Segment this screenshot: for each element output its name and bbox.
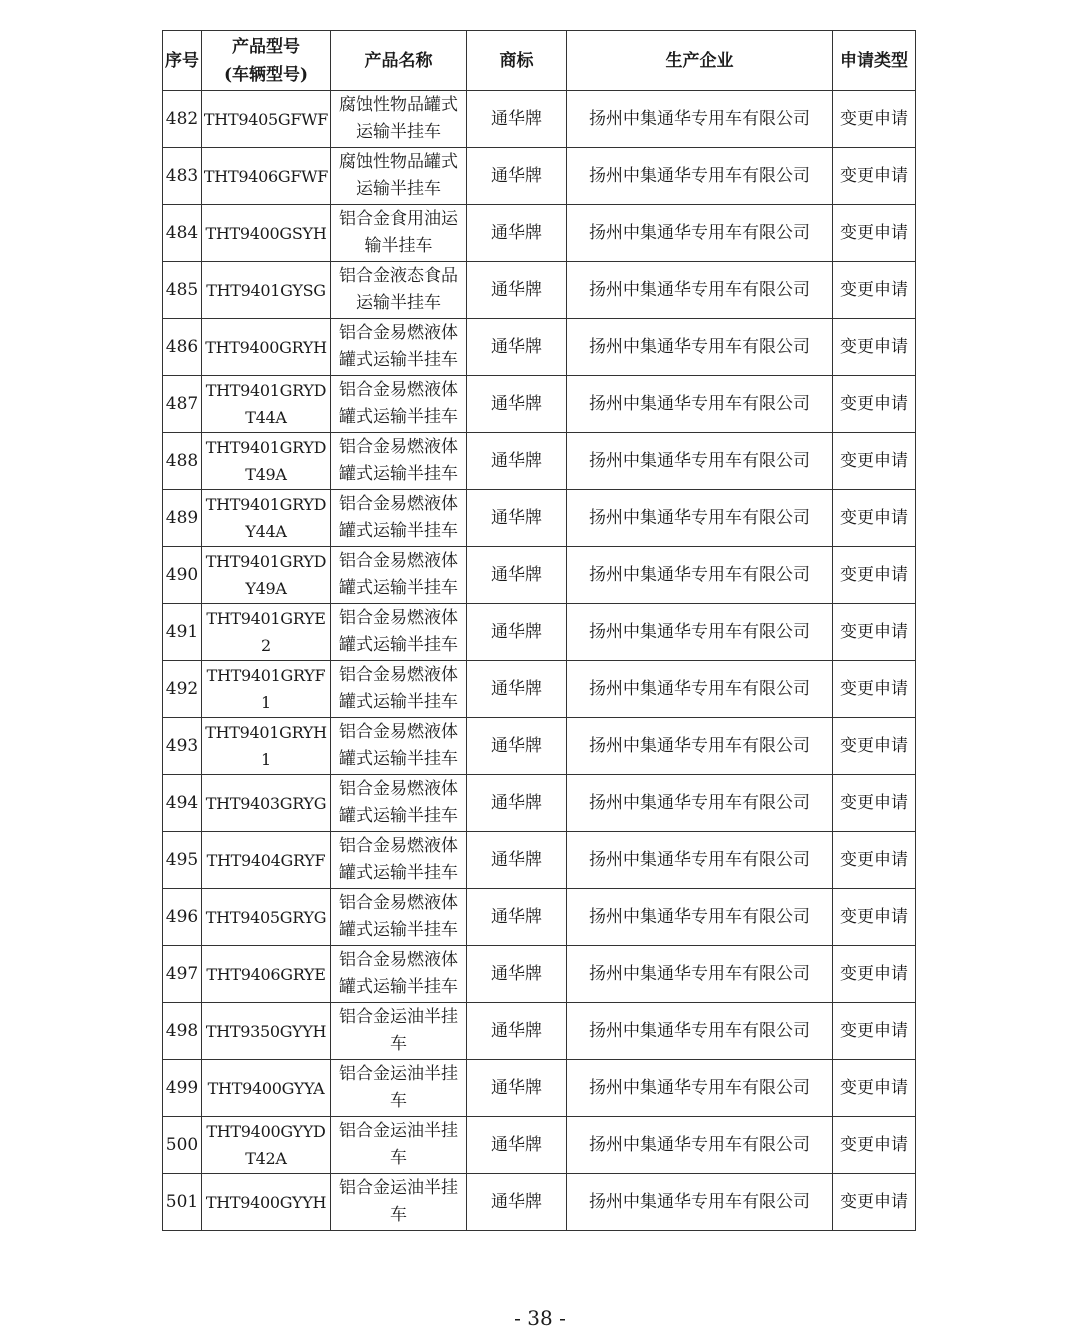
table-row bbox=[163, 1060, 916, 1117]
cell-model: THT9401GRYDY49A bbox=[202, 547, 331, 604]
cell-application-type: 变更申请 bbox=[833, 661, 916, 718]
cell-seq: 486 bbox=[163, 319, 202, 376]
cell-seq: 500 bbox=[163, 1117, 202, 1174]
cell-model: THT9400GYYH bbox=[202, 1174, 331, 1231]
cell-brand: 通华牌 bbox=[467, 1003, 567, 1060]
cell-model: THT9401GYSG bbox=[202, 262, 331, 319]
table-row bbox=[163, 262, 916, 319]
cell-brand: 通华牌 bbox=[467, 148, 567, 205]
cell-brand: 通华牌 bbox=[467, 1174, 567, 1231]
cell-product-name: 铝合金易燃液体罐式运输半挂车 bbox=[331, 490, 467, 547]
cell-company: 扬州中集通华专用车有限公司 bbox=[567, 433, 833, 490]
cell-application-type: 变更申请 bbox=[833, 262, 916, 319]
table-row bbox=[163, 718, 916, 775]
cell-model: THT9406GFWF bbox=[202, 148, 331, 205]
cell-company: 扬州中集通华专用车有限公司 bbox=[567, 946, 833, 1003]
cell-application-type: 变更申请 bbox=[833, 604, 916, 661]
cell-brand: 通华牌 bbox=[467, 1060, 567, 1117]
cell-seq: 485 bbox=[163, 262, 202, 319]
table-header-row bbox=[163, 31, 916, 91]
cell-product-name: 腐蚀性物品罐式运输半挂车 bbox=[331, 91, 467, 148]
cell-product-name: 腐蚀性物品罐式运输半挂车 bbox=[331, 148, 467, 205]
cell-model: THT9400GYYDT42A bbox=[202, 1117, 331, 1174]
cell-product-name: 铝合金易燃液体罐式运输半挂车 bbox=[331, 433, 467, 490]
cell-model: THT9401GRYH1 bbox=[202, 718, 331, 775]
cell-model: THT9405GRYG bbox=[202, 889, 331, 946]
header-model: 产品型号 (车辆型号) bbox=[202, 31, 331, 91]
table-row bbox=[163, 832, 916, 889]
cell-seq: 493 bbox=[163, 718, 202, 775]
table-row bbox=[163, 91, 916, 148]
cell-seq: 487 bbox=[163, 376, 202, 433]
table-body bbox=[163, 91, 916, 1231]
cell-product-name: 铝合金运油半挂车 bbox=[331, 1174, 467, 1231]
cell-product-name: 铝合金易燃液体罐式运输半挂车 bbox=[331, 832, 467, 889]
cell-application-type: 变更申请 bbox=[833, 775, 916, 832]
table-row bbox=[163, 604, 916, 661]
cell-application-type: 变更申请 bbox=[833, 718, 916, 775]
cell-application-type: 变更申请 bbox=[833, 889, 916, 946]
cell-model: THT9350GYYH bbox=[202, 1003, 331, 1060]
cell-brand: 通华牌 bbox=[467, 262, 567, 319]
cell-seq: 497 bbox=[163, 946, 202, 1003]
cell-company: 扬州中集通华专用车有限公司 bbox=[567, 376, 833, 433]
cell-company: 扬州中集通华专用车有限公司 bbox=[567, 490, 833, 547]
cell-application-type: 变更申请 bbox=[833, 1003, 916, 1060]
cell-company: 扬州中集通华专用车有限公司 bbox=[567, 832, 833, 889]
cell-model: THT9400GYYA bbox=[202, 1060, 331, 1117]
table-row bbox=[163, 490, 916, 547]
cell-application-type: 变更申请 bbox=[833, 319, 916, 376]
cell-company: 扬州中集通华专用车有限公司 bbox=[567, 775, 833, 832]
cell-seq: 492 bbox=[163, 661, 202, 718]
cell-application-type: 变更申请 bbox=[833, 376, 916, 433]
cell-seq: 483 bbox=[163, 148, 202, 205]
cell-seq: 496 bbox=[163, 889, 202, 946]
cell-model: THT9401GRYE2 bbox=[202, 604, 331, 661]
cell-model: THT9405GFWF bbox=[202, 91, 331, 148]
cell-application-type: 变更申请 bbox=[833, 1060, 916, 1117]
cell-brand: 通华牌 bbox=[467, 547, 567, 604]
cell-brand: 通华牌 bbox=[467, 604, 567, 661]
cell-product-name: 铝合金易燃液体罐式运输半挂车 bbox=[331, 547, 467, 604]
cell-brand: 通华牌 bbox=[467, 433, 567, 490]
cell-company: 扬州中集通华专用车有限公司 bbox=[567, 148, 833, 205]
cell-model: THT9406GRYE bbox=[202, 946, 331, 1003]
cell-brand: 通华牌 bbox=[467, 376, 567, 433]
cell-application-type: 变更申请 bbox=[833, 832, 916, 889]
cell-model: THT9403GRYG bbox=[202, 775, 331, 832]
table-row bbox=[163, 433, 916, 490]
cell-brand: 通华牌 bbox=[467, 661, 567, 718]
cell-brand: 通华牌 bbox=[467, 946, 567, 1003]
cell-company: 扬州中集通华专用车有限公司 bbox=[567, 262, 833, 319]
cell-company: 扬州中集通华专用车有限公司 bbox=[567, 319, 833, 376]
cell-seq: 494 bbox=[163, 775, 202, 832]
cell-seq: 499 bbox=[163, 1060, 202, 1117]
header-type: 申请类型 bbox=[833, 31, 916, 91]
cell-product-name: 铝合金易燃液体罐式运输半挂车 bbox=[331, 661, 467, 718]
cell-product-name: 铝合金易燃液体罐式运输半挂车 bbox=[331, 319, 467, 376]
cell-product-name: 铝合金易燃液体罐式运输半挂车 bbox=[331, 775, 467, 832]
page-number: - 38 - bbox=[514, 1306, 566, 1330]
cell-application-type: 变更申请 bbox=[833, 205, 916, 262]
cell-seq: 495 bbox=[163, 832, 202, 889]
cell-application-type: 变更申请 bbox=[833, 547, 916, 604]
cell-company: 扬州中集通华专用车有限公司 bbox=[567, 91, 833, 148]
cell-product-name: 铝合金食用油运输半挂车 bbox=[331, 205, 467, 262]
cell-product-name: 铝合金运油半挂车 bbox=[331, 1003, 467, 1060]
header-seq: 序号 bbox=[163, 31, 202, 91]
cell-product-name: 铝合金易燃液体罐式运输半挂车 bbox=[331, 718, 467, 775]
table-row bbox=[163, 775, 916, 832]
cell-product-name: 铝合金易燃液体罐式运输半挂车 bbox=[331, 376, 467, 433]
cell-product-name: 铝合金易燃液体罐式运输半挂车 bbox=[331, 889, 467, 946]
cell-company: 扬州中集通华专用车有限公司 bbox=[567, 889, 833, 946]
table-row bbox=[163, 1003, 916, 1060]
table-row bbox=[163, 946, 916, 1003]
cell-model: THT9401GRYDT44A bbox=[202, 376, 331, 433]
cell-seq: 491 bbox=[163, 604, 202, 661]
header-company: 生产企业 bbox=[567, 31, 833, 91]
header-brand: 商标 bbox=[467, 31, 567, 91]
cell-company: 扬州中集通华专用车有限公司 bbox=[567, 1060, 833, 1117]
table-row bbox=[163, 547, 916, 604]
cell-application-type: 变更申请 bbox=[833, 946, 916, 1003]
cell-product-name: 铝合金运油半挂车 bbox=[331, 1117, 467, 1174]
cell-company: 扬州中集通华专用车有限公司 bbox=[567, 1117, 833, 1174]
header-name: 产品名称 bbox=[331, 31, 467, 91]
cell-company: 扬州中集通华专用车有限公司 bbox=[567, 205, 833, 262]
cell-seq: 498 bbox=[163, 1003, 202, 1060]
cell-model: THT9401GRYDT49A bbox=[202, 433, 331, 490]
cell-brand: 通华牌 bbox=[467, 205, 567, 262]
cell-company: 扬州中集通华专用车有限公司 bbox=[567, 547, 833, 604]
cell-application-type: 变更申请 bbox=[833, 1174, 916, 1231]
cell-model: THT9400GSYH bbox=[202, 205, 331, 262]
cell-seq: 501 bbox=[163, 1174, 202, 1231]
cell-application-type: 变更申请 bbox=[833, 490, 916, 547]
cell-model: THT9404GRYF bbox=[202, 832, 331, 889]
cell-application-type: 变更申请 bbox=[833, 148, 916, 205]
cell-model: THT9401GRYDY44A bbox=[202, 490, 331, 547]
cell-brand: 通华牌 bbox=[467, 832, 567, 889]
cell-company: 扬州中集通华专用车有限公司 bbox=[567, 661, 833, 718]
table-row bbox=[163, 205, 916, 262]
table-row bbox=[163, 148, 916, 205]
cell-brand: 通华牌 bbox=[467, 319, 567, 376]
cell-seq: 489 bbox=[163, 490, 202, 547]
cell-product-name: 铝合金易燃液体罐式运输半挂车 bbox=[331, 946, 467, 1003]
cell-company: 扬州中集通华专用车有限公司 bbox=[567, 718, 833, 775]
cell-model: THT9400GRYH bbox=[202, 319, 331, 376]
cell-seq: 482 bbox=[163, 91, 202, 148]
table-row bbox=[163, 1117, 916, 1174]
table-row bbox=[163, 661, 916, 718]
cell-company: 扬州中集通华专用车有限公司 bbox=[567, 1003, 833, 1060]
cell-application-type: 变更申请 bbox=[833, 433, 916, 490]
cell-product-name: 铝合金运油半挂车 bbox=[331, 1060, 467, 1117]
cell-company: 扬州中集通华专用车有限公司 bbox=[567, 1174, 833, 1231]
cell-application-type: 变更申请 bbox=[833, 91, 916, 148]
cell-brand: 通华牌 bbox=[467, 718, 567, 775]
cell-seq: 488 bbox=[163, 433, 202, 490]
cell-brand: 通华牌 bbox=[467, 490, 567, 547]
cell-application-type: 变更申请 bbox=[833, 1117, 916, 1174]
table-row bbox=[163, 319, 916, 376]
cell-brand: 通华牌 bbox=[467, 91, 567, 148]
cell-brand: 通华牌 bbox=[467, 889, 567, 946]
cell-brand: 通华牌 bbox=[467, 775, 567, 832]
cell-seq: 490 bbox=[163, 547, 202, 604]
cell-seq: 484 bbox=[163, 205, 202, 262]
cell-company: 扬州中集通华专用车有限公司 bbox=[567, 604, 833, 661]
cell-model: THT9401GRYF1 bbox=[202, 661, 331, 718]
vehicle-product-table bbox=[162, 30, 916, 1231]
cell-product-name: 铝合金易燃液体罐式运输半挂车 bbox=[331, 604, 467, 661]
table-row bbox=[163, 1174, 916, 1231]
cell-brand: 通华牌 bbox=[467, 1117, 567, 1174]
cell-product-name: 铝合金液态食品运输半挂车 bbox=[331, 262, 467, 319]
table-row bbox=[163, 376, 916, 433]
table-row bbox=[163, 889, 916, 946]
